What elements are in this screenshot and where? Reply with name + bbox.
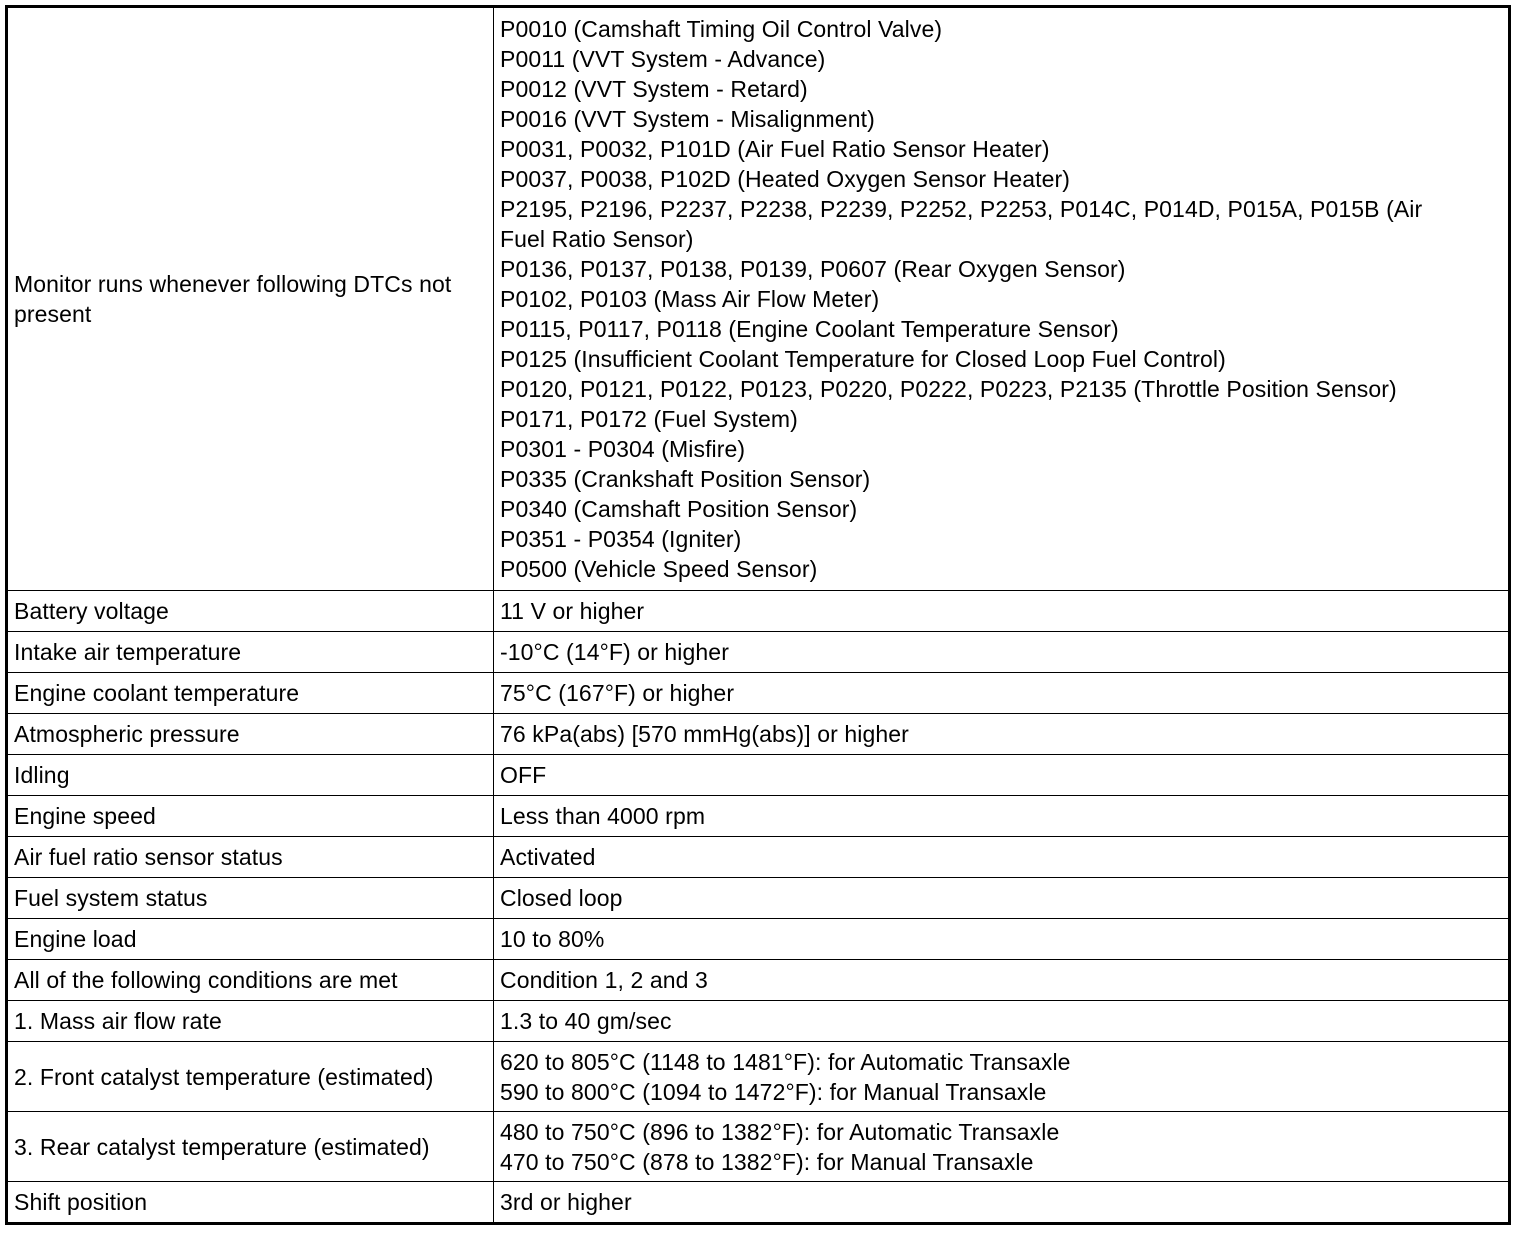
row-label: Shift position	[7, 1182, 494, 1224]
table-row-atmospheric-pressure	[7, 714, 1510, 755]
dtc-item: P0500 (Vehicle Speed Sensor)	[500, 556, 818, 582]
dtc-item: P0037, P0038, P102D (Heated Oxygen Sensor Heater)	[500, 166, 1071, 192]
table-row-engine-speed	[7, 796, 1510, 837]
dtc-item: P0335 (Crankshaft Position Sensor)	[500, 466, 871, 492]
row-label: 3. Rear catalyst temperature (estimated)	[7, 1112, 494, 1182]
dtc-item: P0136, P0137, P0138, P0139, P0607 (Rear Oxygen Sensor)	[500, 256, 1126, 282]
table-row-mass-air-flow-rate	[7, 1001, 1510, 1042]
row-label: Monitor runs whenever following DTCs not present	[7, 7, 494, 591]
monitor-conditions-table	[5, 5, 1511, 1225]
row-value: Less than 4000 rpm	[494, 796, 1510, 837]
table-row-intake-air-temperature	[7, 632, 1510, 673]
row-label: Battery voltage	[7, 591, 494, 632]
row-value: 10 to 80%	[494, 919, 1510, 960]
table-row-all-conditions	[7, 960, 1510, 1001]
row-value: 1.3 to 40 gm/sec	[494, 1001, 1510, 1042]
row-value: Closed loop	[494, 878, 1510, 919]
dtc-item: P2195, P2196, P2237, P2238, P2239, P2252, P2253, P014C, P014D, P015A, P015B (Air	[500, 196, 1423, 222]
row-value: 75°C (167°F) or higher	[494, 673, 1510, 714]
table-row-fuel-system-status	[7, 878, 1510, 919]
dtc-item: P0351 - P0354 (Igniter)	[500, 526, 742, 552]
row-label: Idling	[7, 755, 494, 796]
value-line: 480 to 750°C (896 to 1382°F): for Automatic Transaxle	[500, 1118, 1060, 1145]
dtc-item: P0301 - P0304 (Misfire)	[500, 436, 746, 462]
row-label: Air fuel ratio sensor status	[7, 837, 494, 878]
table-row-front-catalyst-temperature	[7, 1042, 1510, 1112]
dtc-item: P0120, P0121, P0122, P0123, P0220, P0222, P0223, P2135 (Throttle Position Sensor)	[500, 376, 1397, 402]
dtc-item: P0016 (VVT System - Misalignment)	[500, 106, 875, 132]
row-value: -10°C (14°F) or higher	[494, 632, 1510, 673]
table-row-engine-coolant-temperature	[7, 673, 1510, 714]
dtc-item: Fuel Ratio Sensor)	[500, 226, 694, 252]
table-row-engine-load	[7, 919, 1510, 960]
dtc-item: P0012 (VVT System - Retard)	[500, 76, 808, 102]
row-label: Intake air temperature	[7, 632, 494, 673]
row-label: Engine speed	[7, 796, 494, 837]
row-value	[494, 1112, 1510, 1182]
dtc-item: P0102, P0103 (Mass Air Flow Meter)	[500, 286, 880, 312]
row-label: Engine coolant temperature	[7, 673, 494, 714]
value-line: 590 to 800°C (1094 to 1472°F): for Manual Transaxle	[500, 1078, 1047, 1105]
table-row-air-fuel-ratio-sensor-status	[7, 837, 1510, 878]
row-value	[494, 1042, 1510, 1112]
table-row-dtc-list	[7, 7, 1510, 591]
dtc-item: P0125 (Insufficient Coolant Temperature for Closed Loop Fuel Control)	[500, 346, 1226, 372]
row-label: 2. Front catalyst temperature (estimated)	[7, 1042, 494, 1112]
row-label: Atmospheric pressure	[7, 714, 494, 755]
row-label: Fuel system status	[7, 878, 494, 919]
row-value: OFF	[494, 755, 1510, 796]
row-label: All of the following conditions are met	[7, 960, 494, 1001]
dtc-item: P0011 (VVT System - Advance)	[500, 46, 826, 72]
row-value: 3rd or higher	[494, 1182, 1510, 1224]
dtc-item: P0340 (Camshaft Position Sensor)	[500, 496, 858, 522]
row-value: Condition 1, 2 and 3	[494, 960, 1510, 1001]
row-value: 76 kPa(abs) [570 mmHg(abs)] or higher	[494, 714, 1510, 755]
table-row-battery-voltage	[7, 591, 1510, 632]
dtc-item: P0010 (Camshaft Timing Oil Control Valve)	[500, 16, 943, 42]
conditions-table-wrapper	[5, 5, 1508, 1225]
dtc-item: P0115, P0117, P0118 (Engine Coolant Temperature Sensor)	[500, 316, 1119, 342]
row-label: 1. Mass air flow rate	[7, 1001, 494, 1042]
table-row-shift-position	[7, 1182, 1510, 1224]
dtc-item: P0031, P0032, P101D (Air Fuel Ratio Sensor Heater)	[500, 136, 1050, 162]
row-label: Engine load	[7, 919, 494, 960]
dtc-item: P0171, P0172 (Fuel System)	[500, 406, 798, 432]
table-row-rear-catalyst-temperature	[7, 1112, 1510, 1182]
row-value: 11 V or higher	[494, 591, 1510, 632]
row-value: Activated	[494, 837, 1510, 878]
value-line: 620 to 805°C (1148 to 1481°F): for Automatic Transaxle	[500, 1048, 1071, 1075]
row-value-dtc-list	[494, 7, 1510, 591]
table-row-idling	[7, 755, 1510, 796]
value-line: 470 to 750°C (878 to 1382°F): for Manual Transaxle	[500, 1148, 1034, 1175]
